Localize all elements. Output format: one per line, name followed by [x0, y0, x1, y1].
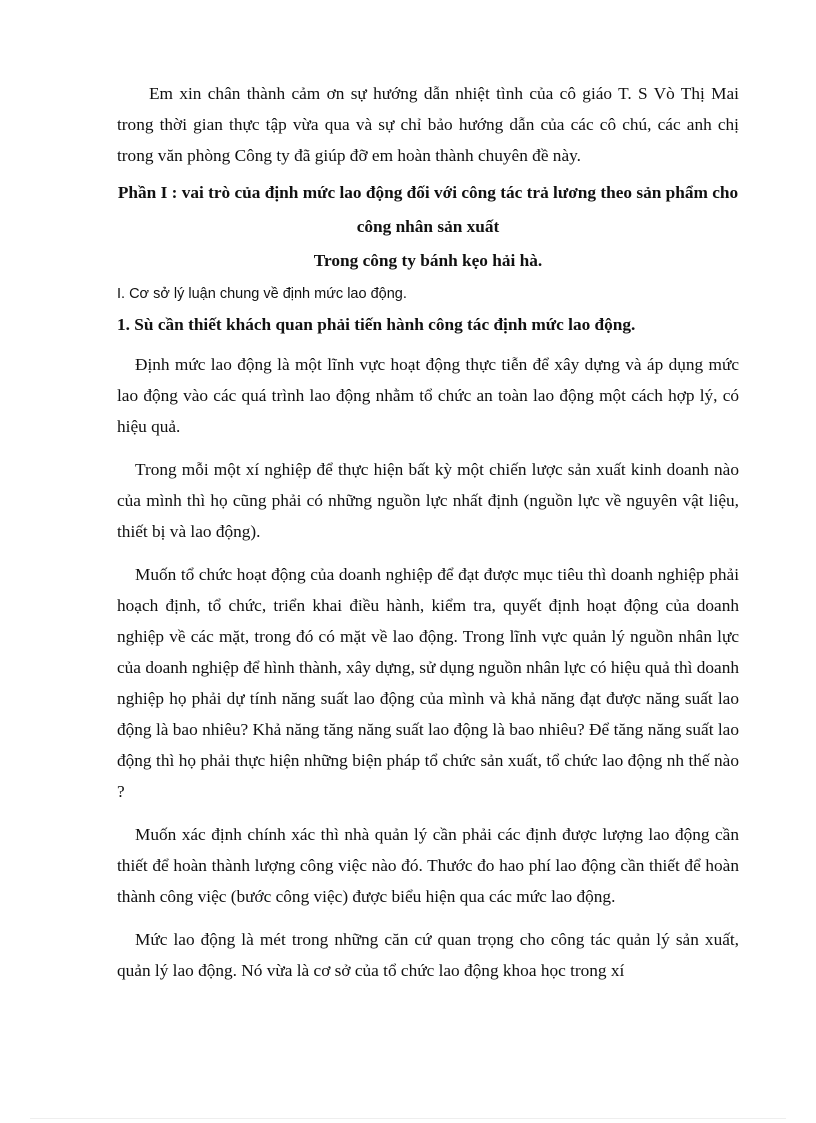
- part-title: Phần I : vai trò của định mức lao động đối với công tác trả lương theo sản phẩm cho: [117, 183, 739, 202]
- body-paragraph-3: Muốn tổ chức hoạt động của doanh nghiệp để đạt được mục tiêu thì doanh nghiệp phải hoạch định, tổ chức, triển khai điều hành, kiểm tra, quyết định hoạt động của doanh nghiệp về các mặt, trong đó có mặt về lao động. Trong lĩnh vực quản lý nguồn nhân lực của doanh nghiệp để hình thành, xây dựng, sử dụng nguồn nhân lực có hiệu quả thì doanh nghiệp họ phải dự tính năng suất lao động của mình và khả năng đạt được năng suất lao động là bao nhiêu? Khả năng tăng năng suất lao động là bao nhiêu? Để tăng năng suất lao động thì họ phải thực hiện những biện pháp tổ chức sản xuất, tổ chức lao động nh thế nào ?: [117, 565, 739, 801]
- part-company-title: Trong công ty bánh kẹo hải hà.: [313, 251, 543, 270]
- body-paragraph-5: Mức lao động là mét trong những căn cứ quan trọng cho công tác quản lý sản xuất, quản lý lao động. Nó vừa là cơ sở của tổ chức lao động khoa học trong xí: [117, 930, 739, 980]
- body-paragraph-4: Muốn xác định chính xác thì nhà quản lý cần phải các định được lượng lao động cần thiết để hoàn thành lượng công việc nào đó. Thước đo hao phí lao động cần thiết để hoàn thành công việc (bước công việc) được biểu hiện qua các mức lao động.: [117, 825, 739, 906]
- section-heading: I. Cơ sở lý luận chung về định mức lao động.: [117, 286, 407, 302]
- section-subheading: 1. Sù cần thiết khách quan phải tiến hành công tác định mức lao động.: [117, 315, 636, 334]
- page-bottom-edge: [30, 1118, 786, 1119]
- intro-paragraph: Em xin chân thành cảm ơn sự hướng dẫn nhiệt tình của cô giáo T. S Vò Thị Mai trong thời gian thực tập vừa qua và sự chỉ bảo hướng dẫn của các cô chú, các anh chị trong văn phòng Công ty đã giúp đỡ em hoàn thành chuyên đề này.: [117, 84, 739, 165]
- part-subtitle: công nhân sản xuất: [356, 217, 500, 236]
- body-paragraph-1: Định mức lao động là một lĩnh vực hoạt động thực tiễn để xây dựng và áp dụng mức lao động vào các quá trình lao động nhằm tổ chức an toàn lao động một cách hợp lý, có hiệu quả.: [117, 355, 739, 436]
- body-paragraph-2: Trong mỗi một xí nghiệp để thực hiện bất kỳ một chiến lược sản xuất kinh doanh nào của mình thì họ cũng phải có những nguồn lực nhất định (nguồn lực về nguyên vật liệu, thiết bị và lao động).: [117, 460, 739, 541]
- document-page: [117, 78, 739, 998]
